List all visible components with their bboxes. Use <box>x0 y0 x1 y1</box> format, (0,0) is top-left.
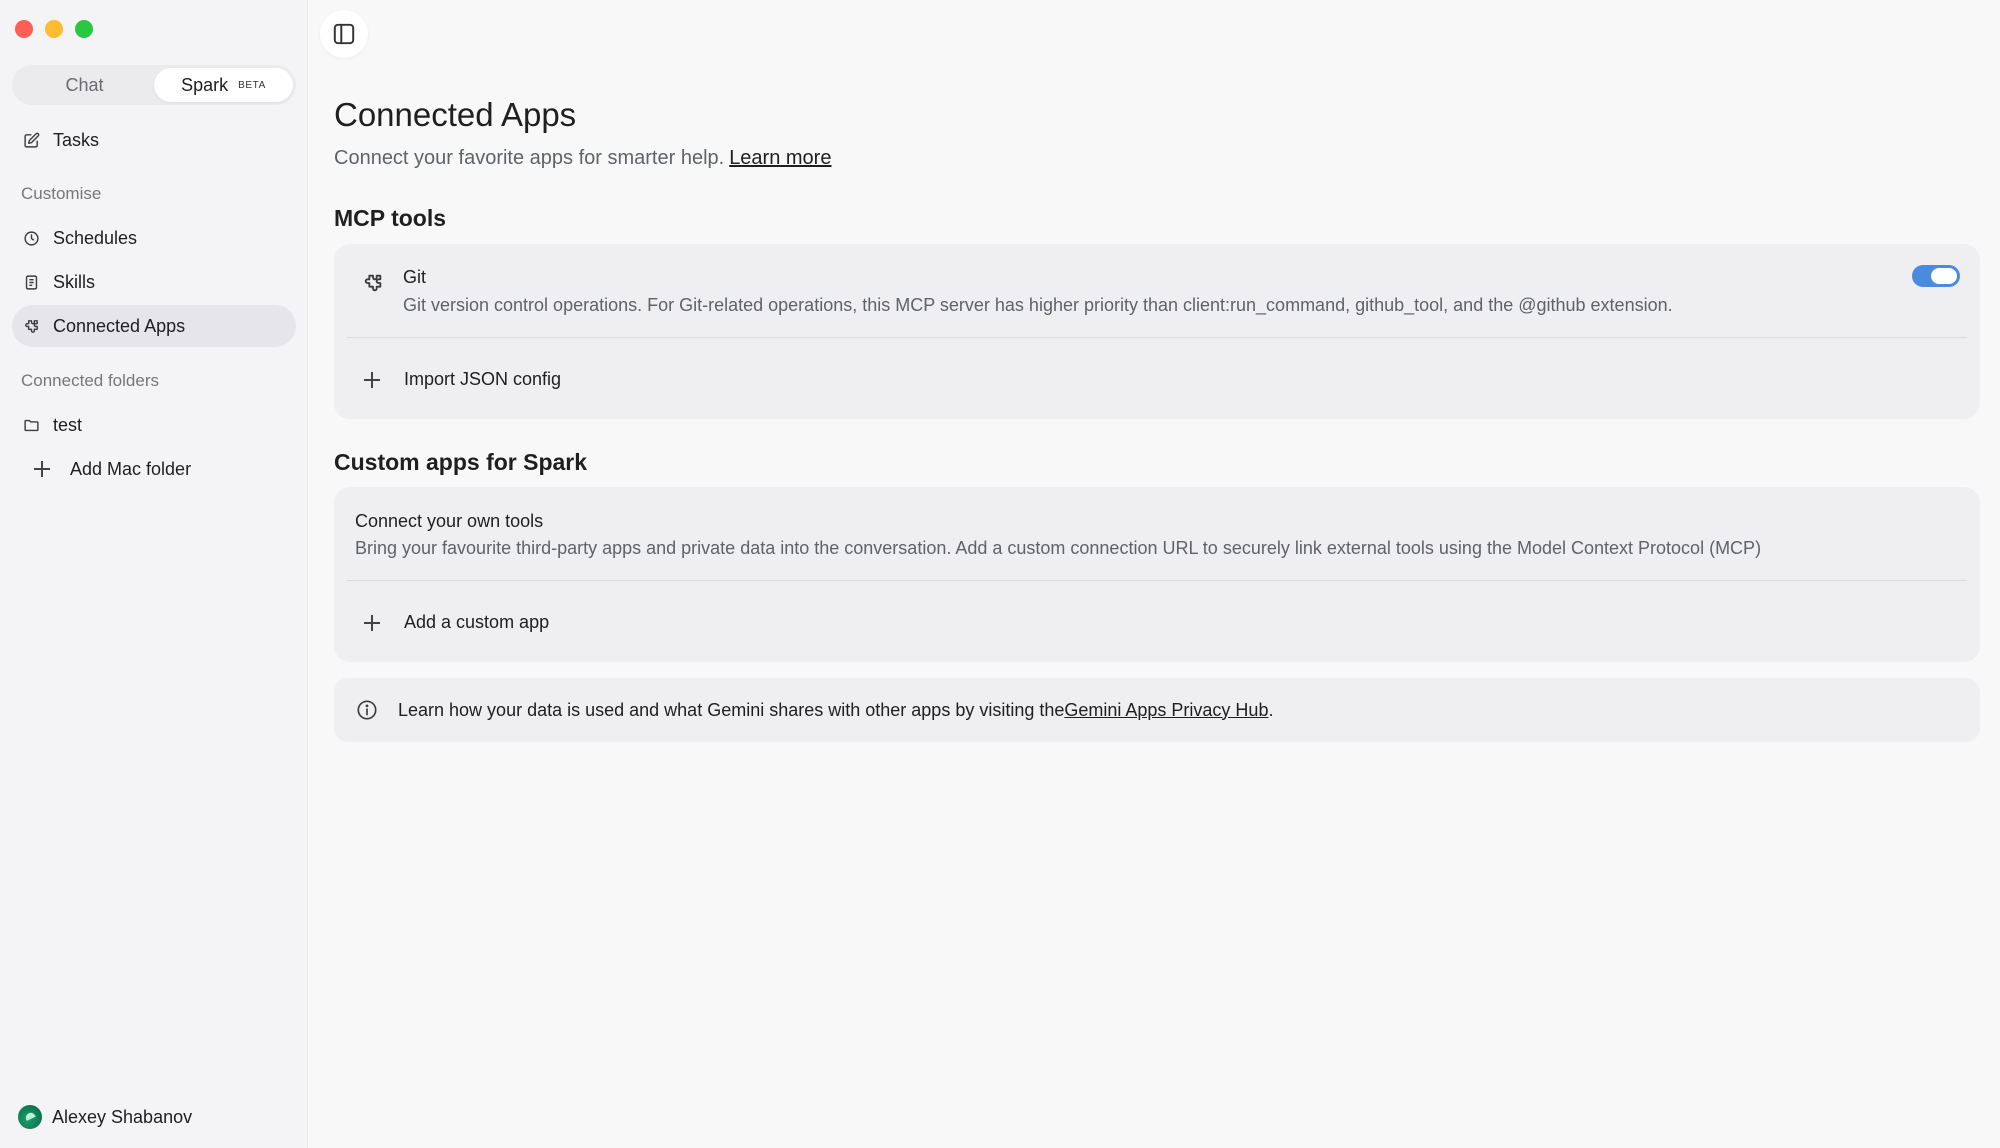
close-window-button[interactable] <box>15 20 33 38</box>
privacy-hub-link[interactable]: Gemini Apps Privacy Hub <box>1064 699 1269 720</box>
mcp-tools-heading: MCP tools <box>334 205 447 231</box>
sidebar-item-label: Schedules <box>53 227 138 248</box>
import-json-config-label: Import JSON config <box>404 369 562 389</box>
avatar <box>18 1105 42 1129</box>
import-json-config-button[interactable] <box>364 369 561 390</box>
git-tool-description: Git version control operations. For Git-related operations, this MCP server has higher priority than client:run_command, github_tool, and the @github extension. <box>403 295 1673 315</box>
git-tool-name: Git <box>403 267 427 287</box>
privacy-text: Learn how your data is used and what Gemini shares with other apps by visiting the <box>398 699 1065 720</box>
customise-section-label: Customise <box>21 184 102 203</box>
spark-tab-label: Spark <box>181 74 229 95</box>
plus-icon <box>34 461 50 477</box>
learn-more-link[interactable]: Learn more <box>729 147 832 169</box>
beta-badge: BETA <box>238 79 266 91</box>
puzzle-icon <box>362 272 384 294</box>
page-title: Connected Apps <box>334 96 577 133</box>
sidebar-item-label: Tasks <box>53 129 100 150</box>
connected-folders-section-label: Connected folders <box>21 371 159 390</box>
sidebar-panel-icon <box>331 21 357 47</box>
edit-icon <box>22 131 40 149</box>
add-mac-folder-label: Add Mac folder <box>70 458 192 479</box>
folder-icon <box>22 416 40 434</box>
user-name: Alexey Shabanov <box>52 1106 193 1127</box>
divider <box>347 337 1967 338</box>
add-mac-folder-button[interactable] <box>12 448 296 490</box>
sidebar-item-connected-apps[interactable] <box>12 305 296 347</box>
minimize-window-button[interactable] <box>45 20 63 38</box>
custom-apps-heading: Custom apps for Spark <box>334 449 588 475</box>
add-custom-app-button[interactable] <box>364 612 549 633</box>
sidebar-item-schedules[interactable] <box>12 217 296 259</box>
spark-tab[interactable] <box>154 68 293 102</box>
divider <box>347 580 1967 581</box>
skills-icon <box>22 273 40 291</box>
sidebar-item-folder-test[interactable] <box>12 404 296 446</box>
custom-apps-card <box>334 487 1980 662</box>
connect-own-tools-description: Bring your favourite third-party apps and private data into the conversation. Add a custom connection URL to securely link external tools using the Model Context Protocol (MCP) <box>355 538 1762 558</box>
connect-own-tools-title: Connect your own tools <box>355 511 544 531</box>
info-icon <box>356 699 378 721</box>
mcp-tools-card <box>334 244 1980 419</box>
sidebar-item-label: test <box>53 414 83 435</box>
sidebar <box>0 0 308 1148</box>
chat-tab-label: Chat <box>65 74 104 95</box>
plus-icon <box>364 615 380 631</box>
git-enable-toggle[interactable] <box>1912 265 1960 287</box>
puzzle-icon <box>22 317 40 335</box>
toggle-knob <box>1931 268 1957 284</box>
sidebar-item-label: Skills <box>53 271 96 292</box>
mode-switcher <box>12 65 296 105</box>
privacy-info-bar <box>334 678 1980 742</box>
plus-icon <box>364 372 380 388</box>
zoom-window-button[interactable] <box>75 20 93 38</box>
privacy-text-suffix: . <box>1268 699 1274 720</box>
page-subtitle <box>334 147 831 170</box>
window-controls <box>15 20 93 38</box>
user-profile[interactable] <box>18 1105 192 1129</box>
toggle-sidebar-button[interactable] <box>320 10 368 58</box>
sidebar-item-tasks[interactable] <box>12 119 296 161</box>
subtitle-text: Connect your favorite apps for smarter help. <box>334 147 725 169</box>
chat-tab[interactable] <box>15 68 154 102</box>
clock-icon <box>22 229 40 247</box>
sidebar-item-skills[interactable] <box>12 261 296 303</box>
sidebar-item-label: Connected Apps <box>53 315 186 336</box>
add-custom-app-label: Add a custom app <box>404 612 550 632</box>
